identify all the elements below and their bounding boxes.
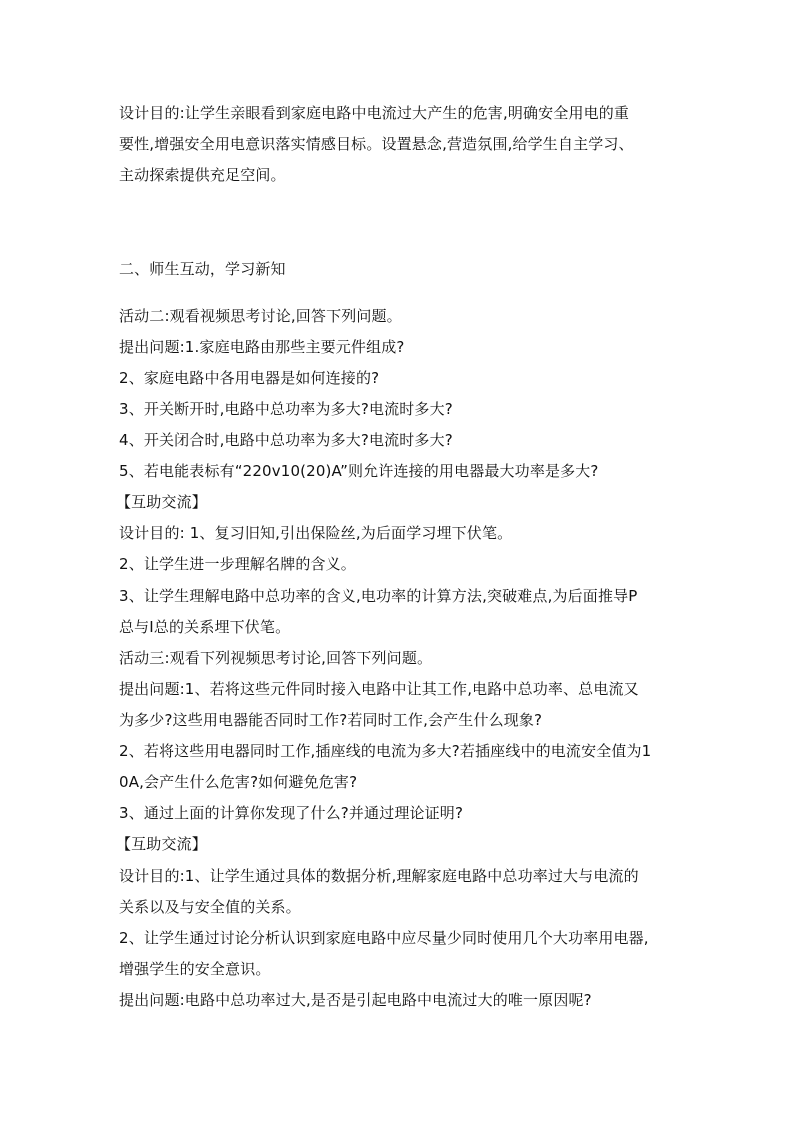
activity-3-line-1: 提出问题:1、若将这些元件同时接入电路中让其工作,电路中总功率、总电流又: [119, 680, 639, 698]
activity-2-question-4: 4、开关闭合时,电路中总功率为多大?电流时多大?: [119, 431, 453, 449]
design-purpose-3-line-1: 设计目的:1、让学生通过具体的数据分析,理解家庭电路中总功率过大与电流的: [119, 867, 639, 885]
design-purpose-1-line-3: 主动探索提供充足空间。: [119, 166, 286, 184]
activity-3-line-4: 0A,会产生什么危害?如何避免危害?: [119, 773, 358, 791]
design-purpose-1-line-2: 要性,增强安全用电意识落实情感目标。设置悬念,营造氛围,给学生自主学习、: [119, 135, 634, 153]
exchange-label-1: 【互助交流】: [116, 493, 207, 511]
activity-2-question-3: 3、开关断开时,电路中总功率为多大?电流时多大?: [119, 400, 453, 418]
activity-3-title: 活动三:观看下列视频思考讨论,回答下列问题。: [119, 649, 433, 667]
activity-2-title: 活动二:观看视频思考讨论,回答下列问题。: [119, 307, 402, 325]
exchange-label-2: 【互助交流】: [116, 835, 207, 853]
activity-3-line-3: 2、若将这些用电器同时工作,插座线的电流为多大?若插座线中的电流安全值为1: [119, 742, 652, 760]
activity-2-question-2: 2、家庭电路中各用电器是如何连接的?: [119, 369, 380, 387]
design-purpose-2-line-3: 3、让学生理解电路中总功率的含义,电功率的计算方法,突破难点,为后面推导P: [119, 587, 638, 605]
activity-3-line-5: 3、通过上面的计算你发现了什么?并通过理论证明?: [119, 804, 464, 822]
activity-2-question-5: 5、若电能表标有“220v10(20)A”则允许连接的用电器最大功率是多大?: [119, 462, 599, 480]
design-purpose-2-line-4: 总与I总的关系埋下伏笔。: [119, 618, 291, 636]
design-purpose-1-line-1: 设计目的:让学生亲眼看到家庭电路中电流过大产生的危害,明确安全用电的重: [119, 104, 630, 122]
activity-3-line-2: 为多少?这些用电器能否同时工作?若同时工作,会产生什么现象?: [119, 711, 543, 729]
activity-2-question-1: 提出问题:1.家庭电路由那些主要元件组成?: [119, 338, 405, 356]
design-purpose-3-line-4: 增强学生的安全意识。: [119, 960, 271, 978]
design-purpose-2-line-1: 设计目的: 1、复习旧知,引出保险丝,为后面学习埋下伏笔。: [119, 524, 513, 542]
design-purpose-2-line-2: 2、让学生进一步理解名牌的含义。: [119, 555, 356, 573]
design-purpose-3-line-2: 关系以及与安全值的关系。: [119, 898, 301, 916]
section-heading: 二、师生互动，学习新知: [119, 260, 286, 278]
design-purpose-3-line-3: 2、让学生通过讨论分析认识到家庭电路中应尽量少同时使用几个大功率用电器,: [119, 929, 649, 947]
final-question: 提出问题:电路中总功率过大,是否是引起电路中电流过大的唯一原因呢?: [119, 991, 592, 1009]
